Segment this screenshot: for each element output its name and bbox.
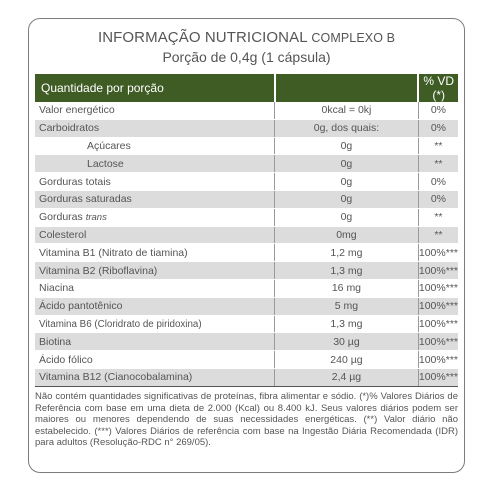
nutrient-amount: 0mg <box>275 226 419 244</box>
nutrient-vd: 0% <box>418 119 458 137</box>
nutrient-name <box>35 173 275 191</box>
table-row <box>35 333 458 351</box>
nutrient-label: Vitamina B6 (Cloridrato de piridoxina) <box>39 318 202 330</box>
nutrient-amount: 5 mg <box>275 297 419 315</box>
table-row <box>35 137 458 155</box>
nutrient-vd: 100%*** <box>418 368 458 386</box>
nutrient-label: Ácido pantotênico <box>39 300 123 313</box>
nutrient-label-suffix: trans <box>85 212 107 224</box>
nutrient-vd: 100%*** <box>418 279 458 297</box>
nutrient-amount: 0g <box>275 208 419 226</box>
nutrient-label: Carboidratos <box>39 122 100 135</box>
nutrient-name <box>35 102 275 119</box>
table-row <box>35 208 458 226</box>
nutrient-name <box>35 226 275 244</box>
table-row <box>35 155 458 173</box>
nutrient-vd: 0% <box>418 102 458 119</box>
nutrient-amount: 2,4 µg <box>275 368 419 386</box>
nutrient-vd: 100%*** <box>418 244 458 262</box>
nutrient-name <box>35 119 275 137</box>
nutrient-label: Vitamina B2 (Riboflavina) <box>39 264 158 277</box>
table-row <box>35 351 458 369</box>
nutrient-amount: 30 µg <box>275 333 419 351</box>
title-main: INFORMAÇÃO NUTRICIONAL <box>97 29 308 46</box>
nutrient-amount: 0g, dos quais: <box>275 119 419 137</box>
nutrient-vd: ** <box>418 155 458 173</box>
nutrient-amount: 0kcal = 0kj <box>275 102 419 119</box>
nutrient-amount: 0g <box>275 137 419 155</box>
nutrient-amount: 16 mg <box>275 279 419 297</box>
table-row <box>35 102 458 119</box>
nutrient-label: Niacina <box>39 282 75 295</box>
nutrition-facts-panel <box>28 18 465 473</box>
nutrient-label: Ácido fólico <box>39 353 93 366</box>
table-row <box>35 368 458 386</box>
header-quantity: Quantidade por porção <box>35 74 275 102</box>
table-row <box>35 279 458 297</box>
nutrient-vd: 100%*** <box>418 315 458 333</box>
nutrient-name <box>35 315 275 333</box>
nutrient-name <box>35 155 275 173</box>
nutrient-vd: 100%*** <box>418 333 458 351</box>
header-amount <box>275 74 419 102</box>
table-row <box>35 190 458 208</box>
table-row <box>35 244 458 262</box>
nutrient-name <box>35 333 275 351</box>
nutrient-name <box>35 244 275 262</box>
table-row <box>35 173 458 191</box>
nutrient-amount: 1,3 mg <box>275 315 419 333</box>
nutrient-amount: 240 µg <box>275 351 419 369</box>
nutrient-label: Colesterol <box>39 228 87 241</box>
nutrient-name <box>35 297 275 315</box>
nutrient-name <box>35 368 275 386</box>
table-row <box>35 297 458 315</box>
nutrient-amount: 1,3 mg <box>275 262 419 280</box>
nutrient-amount: 0g <box>275 190 419 208</box>
nutrition-title <box>29 29 464 46</box>
nutrient-amount: 1,2 mg <box>275 244 419 262</box>
nutrient-vd: 100%*** <box>418 351 458 369</box>
nutrient-label: Valor energético <box>39 104 115 117</box>
nutrient-label: Gorduras totais <box>39 175 111 188</box>
nutrient-name <box>35 262 275 280</box>
table-header-row <box>35 74 458 102</box>
nutrient-name <box>35 208 275 226</box>
nutrient-label: Vitamina B1 (Nitrato de tiamina) <box>39 246 188 259</box>
nutrition-table <box>35 74 458 387</box>
title-product: COMPLEXO B <box>311 31 396 45</box>
nutrient-label: Vitamina B12 (Cianocobalamina) <box>39 371 193 384</box>
nutrient-amount: 0g <box>275 155 419 173</box>
nutrient-label: Lactose <box>87 157 124 170</box>
table-row <box>35 315 458 333</box>
nutrient-vd: 100%*** <box>418 297 458 315</box>
nutrient-amount: 0g <box>275 173 419 191</box>
serving-size: Porção de 0,4g (1 cápsula) <box>162 49 331 65</box>
nutrient-label: Gorduras saturadas <box>39 193 132 206</box>
nutrient-name <box>35 351 275 369</box>
nutrient-vd: ** <box>418 208 458 226</box>
table-row <box>35 262 458 280</box>
nutrient-vd: ** <box>418 226 458 244</box>
nutrient-name <box>35 190 275 208</box>
nutrient-vd: ** <box>418 137 458 155</box>
nutrient-label: Gorduras <box>39 211 83 224</box>
nutrient-name <box>35 279 275 297</box>
table-row <box>35 226 458 244</box>
nutrient-name <box>35 137 275 155</box>
footnote: Não contém quantidades significativas de proteínas, fibra alimentar e sódio. (*)% Valores Diários de Referência com base em uma dieta de 2.000 (Kcal) ou 8.400 kJ. Seus valores diários podem ser maiores ou menores dependendo de suas necessidades energéticas. (**) Valor diário não estabelecido. (***) Valores Diários de referência com base na Ingestão Diária Recomendada (IDR) para adultos (Resolução-RDC n° 269/05). <box>35 391 458 449</box>
nutrient-label: Biotina <box>39 335 72 348</box>
header-vd: % VD (*) <box>418 74 458 102</box>
nutrient-vd: 100%*** <box>418 262 458 280</box>
nutrient-vd: 0% <box>418 190 458 208</box>
nutrient-vd: 0% <box>418 173 458 191</box>
nutrient-label: Açúcares <box>87 139 131 152</box>
table-row <box>35 119 458 137</box>
